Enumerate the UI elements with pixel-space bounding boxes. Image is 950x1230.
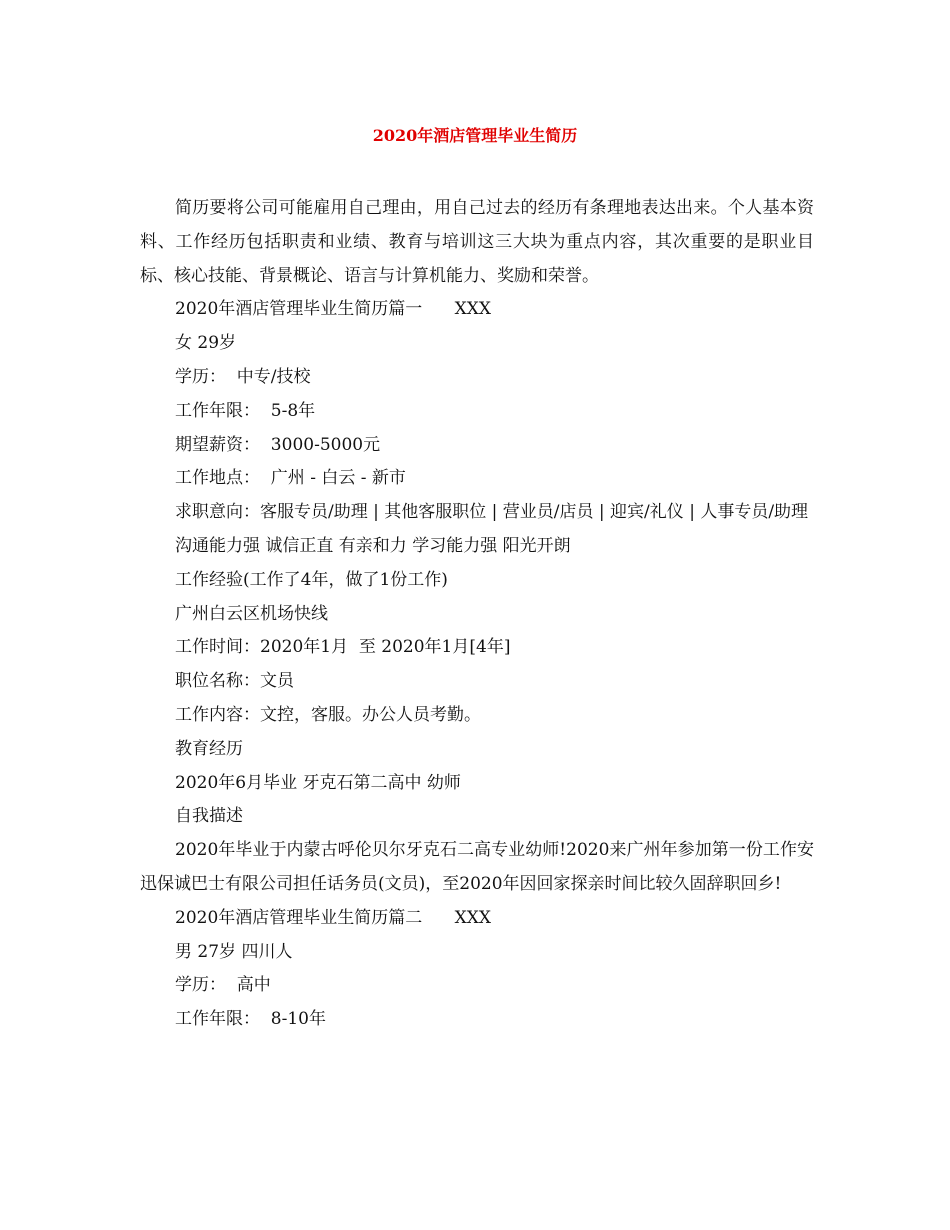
paragraph-work-years-2: 工作年限： 8-10年 — [175, 1009, 326, 1030]
document-body — [140, 192, 814, 1037]
paragraph-work-period: 工作时间：2020年1月 至 2020年1月[4年] — [175, 637, 511, 658]
paragraph-work-location: 工作地点： 广州 - 白云 - 新市 — [175, 468, 406, 489]
paragraph-education-level: 学历： 中专/技校 — [175, 366, 311, 387]
paragraph-employer: 广州白云区机场快线 — [175, 603, 328, 624]
paragraph-position: 职位名称：文员 — [175, 671, 294, 692]
paragraph-strengths: 沟通能力强 诚信正直 有亲和力 学习能力强 阳光开朗 — [175, 535, 571, 556]
paragraph-self-description-heading: 自我描述 — [175, 806, 243, 827]
paragraph-education-heading: 教育经历 — [175, 738, 243, 759]
paragraph-intro: 简历要将公司可能雇用自己理由，用自己过去的经历有条理地表达出来。个人基本资料、工作经历包括职责和业绩、教育与培训这三大块为重点内容，其次重要的是职业目标、核心技能、背景概论、语言与计算机能力、奖励和荣誉。 — [140, 198, 814, 286]
paragraph-gender-age-origin: 男 27岁 四川人 — [175, 941, 293, 962]
paragraph-resume-1-heading: 2020年酒店管理毕业生简历篇一 XXX — [175, 299, 491, 320]
paragraph-job-content: 工作内容：文控，客服。办公人员考勤。 — [175, 704, 481, 725]
paragraph-expected-salary: 期望薪资： 3000-5000元 — [175, 434, 381, 455]
paragraph-work-experience: 工作经验(工作了4年，做了1份工作) — [175, 569, 448, 590]
paragraph-resume-2-heading: 2020年酒店管理毕业生简历篇二 XXX — [175, 907, 491, 928]
paragraph-self-description: 2020年毕业于内蒙古呼伦贝尔牙克石二高专业幼师!2020来广州年参加第一份工作安迅保诚巴士有限公司担任话务员(文员)，至2020年因回家探亲时间比较久固辞职回乡! — [140, 840, 814, 894]
paragraph-gender-age: 女 29岁 — [175, 333, 237, 354]
paragraph-job-intention: 求职意向：客服专员/助理 | 其他客服职位 | 营业员/店员 | 迎宾/礼仪 | 人事专员/助理 — [175, 502, 809, 523]
paragraph-education-level-2: 学历： 高中 — [175, 975, 271, 996]
paragraph-work-years: 工作年限： 5-8年 — [175, 400, 316, 421]
paragraph-graduation: 2020年6月毕业 牙克石第二高中 幼师 — [175, 772, 461, 793]
document-title: 2020年酒店管理毕业生简历 — [372, 126, 578, 145]
